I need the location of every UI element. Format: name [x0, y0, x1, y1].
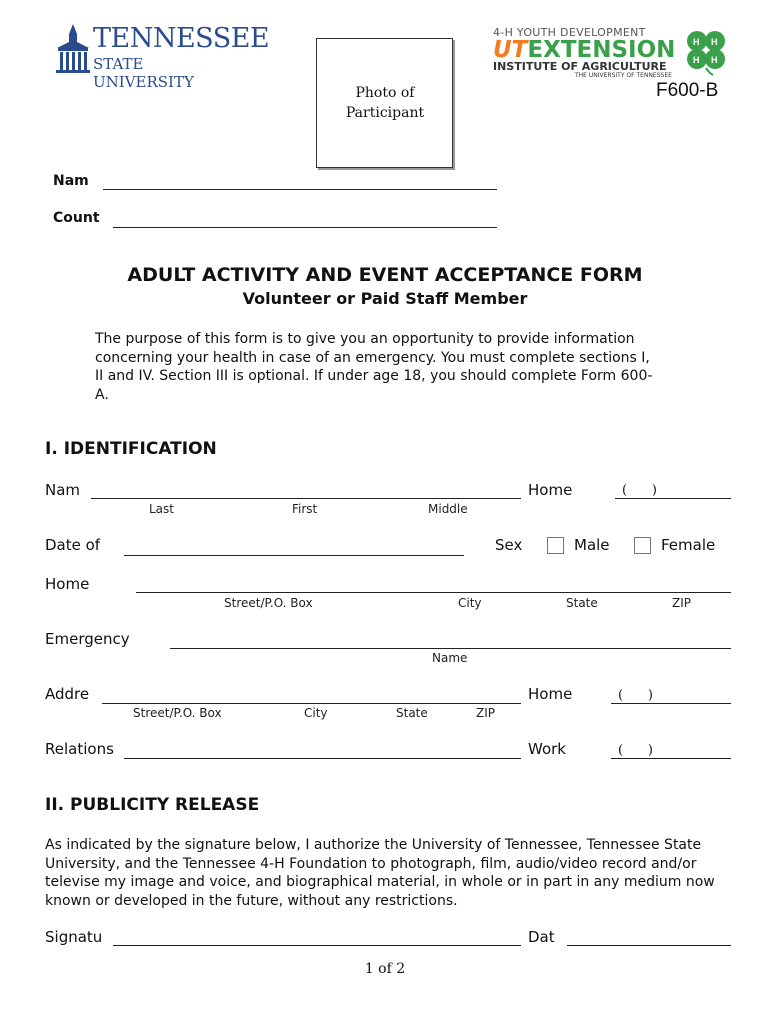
signature-field[interactable]	[113, 945, 521, 946]
date-field[interactable]	[567, 945, 731, 946]
female-checkbox[interactable]	[634, 537, 651, 554]
s1-dob-field[interactable]	[124, 555, 464, 556]
s1-zip2-sub: ZIP	[476, 706, 495, 720]
ut-extension-logo	[493, 26, 733, 80]
s1-state-sub: State	[566, 596, 598, 610]
ut-logo-small: THE UNIVERSITY OF TENNESSEE	[575, 72, 672, 79]
s1-home2-label: Home	[528, 685, 573, 703]
header-name-label: Nam	[53, 173, 89, 189]
s1-home-address-label: Home	[45, 575, 90, 593]
s1-relationship-field[interactable]	[124, 758, 521, 759]
s1-home2-paren: ( )	[618, 688, 653, 703]
s1-dob-label: Date of	[45, 536, 101, 554]
signature-label: Signatu	[45, 928, 103, 946]
tsu-building-icon	[55, 22, 91, 74]
s1-zip-sub: ZIP	[672, 596, 691, 610]
female-label: Female	[661, 536, 716, 554]
s1-work-label: Work	[528, 740, 566, 758]
date-label: Dat	[528, 928, 555, 946]
s1-emergency-label: Emergency	[45, 630, 130, 648]
s1-work-field[interactable]	[611, 758, 731, 759]
tsu-logo-line2: STATE UNIVERSITY	[93, 55, 194, 91]
s1-name-field[interactable]	[91, 498, 521, 499]
s1-street-sub: Street/P.O. Box	[224, 596, 313, 610]
male-label: Male	[574, 536, 610, 554]
tsu-logo-line1: TENNESSEE	[93, 23, 270, 54]
4h-clover-icon	[683, 28, 729, 76]
form-code: F600-B	[656, 80, 719, 101]
ut-logo-institute: INSTITUTE OF AGRICULTURE	[493, 60, 667, 73]
svg-text:H: H	[711, 37, 718, 47]
s1-home2-field[interactable]	[611, 703, 731, 704]
header-county-label: Count	[53, 210, 100, 226]
header-name-field[interactable]	[103, 189, 497, 190]
s1-home-address-field[interactable]	[136, 592, 731, 593]
s1-address-field[interactable]	[102, 703, 521, 704]
page-subtitle: Volunteer or Paid Staff Member	[242, 289, 528, 308]
page-number: 1 of 2	[364, 961, 406, 977]
section2-text: As indicated by the signature below, I authorize the University of Tennessee, Tennessee State University, and the Tennessee 4-H Foundation to photograph, film, audio/video record and/or televise my image and voice, and biographical material, in whole or in part in any medium now known or developed in the future, without any restrictions.	[45, 837, 715, 909]
s1-name-label: Nam	[45, 481, 81, 499]
s1-emergency-field[interactable]	[170, 648, 731, 649]
section1-heading: I. IDENTIFICATION	[45, 439, 217, 459]
header-county-field[interactable]	[113, 227, 497, 228]
s1-city2-sub: City	[304, 706, 328, 720]
s1-home-phone-paren: ( )	[622, 483, 657, 498]
section2-heading: II. PUBLICITY RELEASE	[45, 795, 260, 815]
svg-text:H: H	[693, 55, 700, 65]
svg-text:H: H	[711, 55, 718, 65]
page-title: ADULT ACTIVITY AND EVENT ACCEPTANCE FORM	[127, 264, 643, 286]
s1-street2-sub: Street/P.O. Box	[133, 706, 222, 720]
s1-first-sub: First	[292, 502, 318, 516]
s1-emergency-name-sub: Name	[432, 651, 468, 665]
s1-home-phone-field[interactable]	[615, 498, 731, 499]
s1-last-sub: Last	[149, 502, 174, 516]
photo-box[interactable]	[316, 38, 453, 168]
s1-sex-label: Sex	[495, 536, 523, 554]
ut-logo-top: 4-H YOUTH DEVELOPMENT	[493, 26, 646, 39]
intro-text: The purpose of this form is to give you an opportunity to provide information concerning your health in case of an emergency. You must complete sections I, II and IV. Section III is optional. If under age 18, you should complete Form 600-A.	[95, 331, 653, 403]
svg-text:H: H	[693, 37, 700, 47]
s1-relationship-label: Relations	[45, 740, 114, 758]
s1-state2-sub: State	[396, 706, 428, 720]
tsu-logo	[55, 22, 270, 91]
male-checkbox[interactable]	[547, 537, 564, 554]
photo-box-label: Photo of Participant	[345, 85, 425, 121]
s1-work-paren: ( )	[618, 743, 653, 758]
s1-middle-sub: Middle	[428, 502, 468, 516]
ut-logo-ut: UT	[493, 37, 528, 63]
ut-logo-extension: EXTENSION	[527, 37, 676, 63]
s1-address-label: Addre	[45, 685, 90, 703]
s1-city-sub: City	[458, 596, 482, 610]
s1-home-phone-label: Home	[528, 481, 573, 499]
